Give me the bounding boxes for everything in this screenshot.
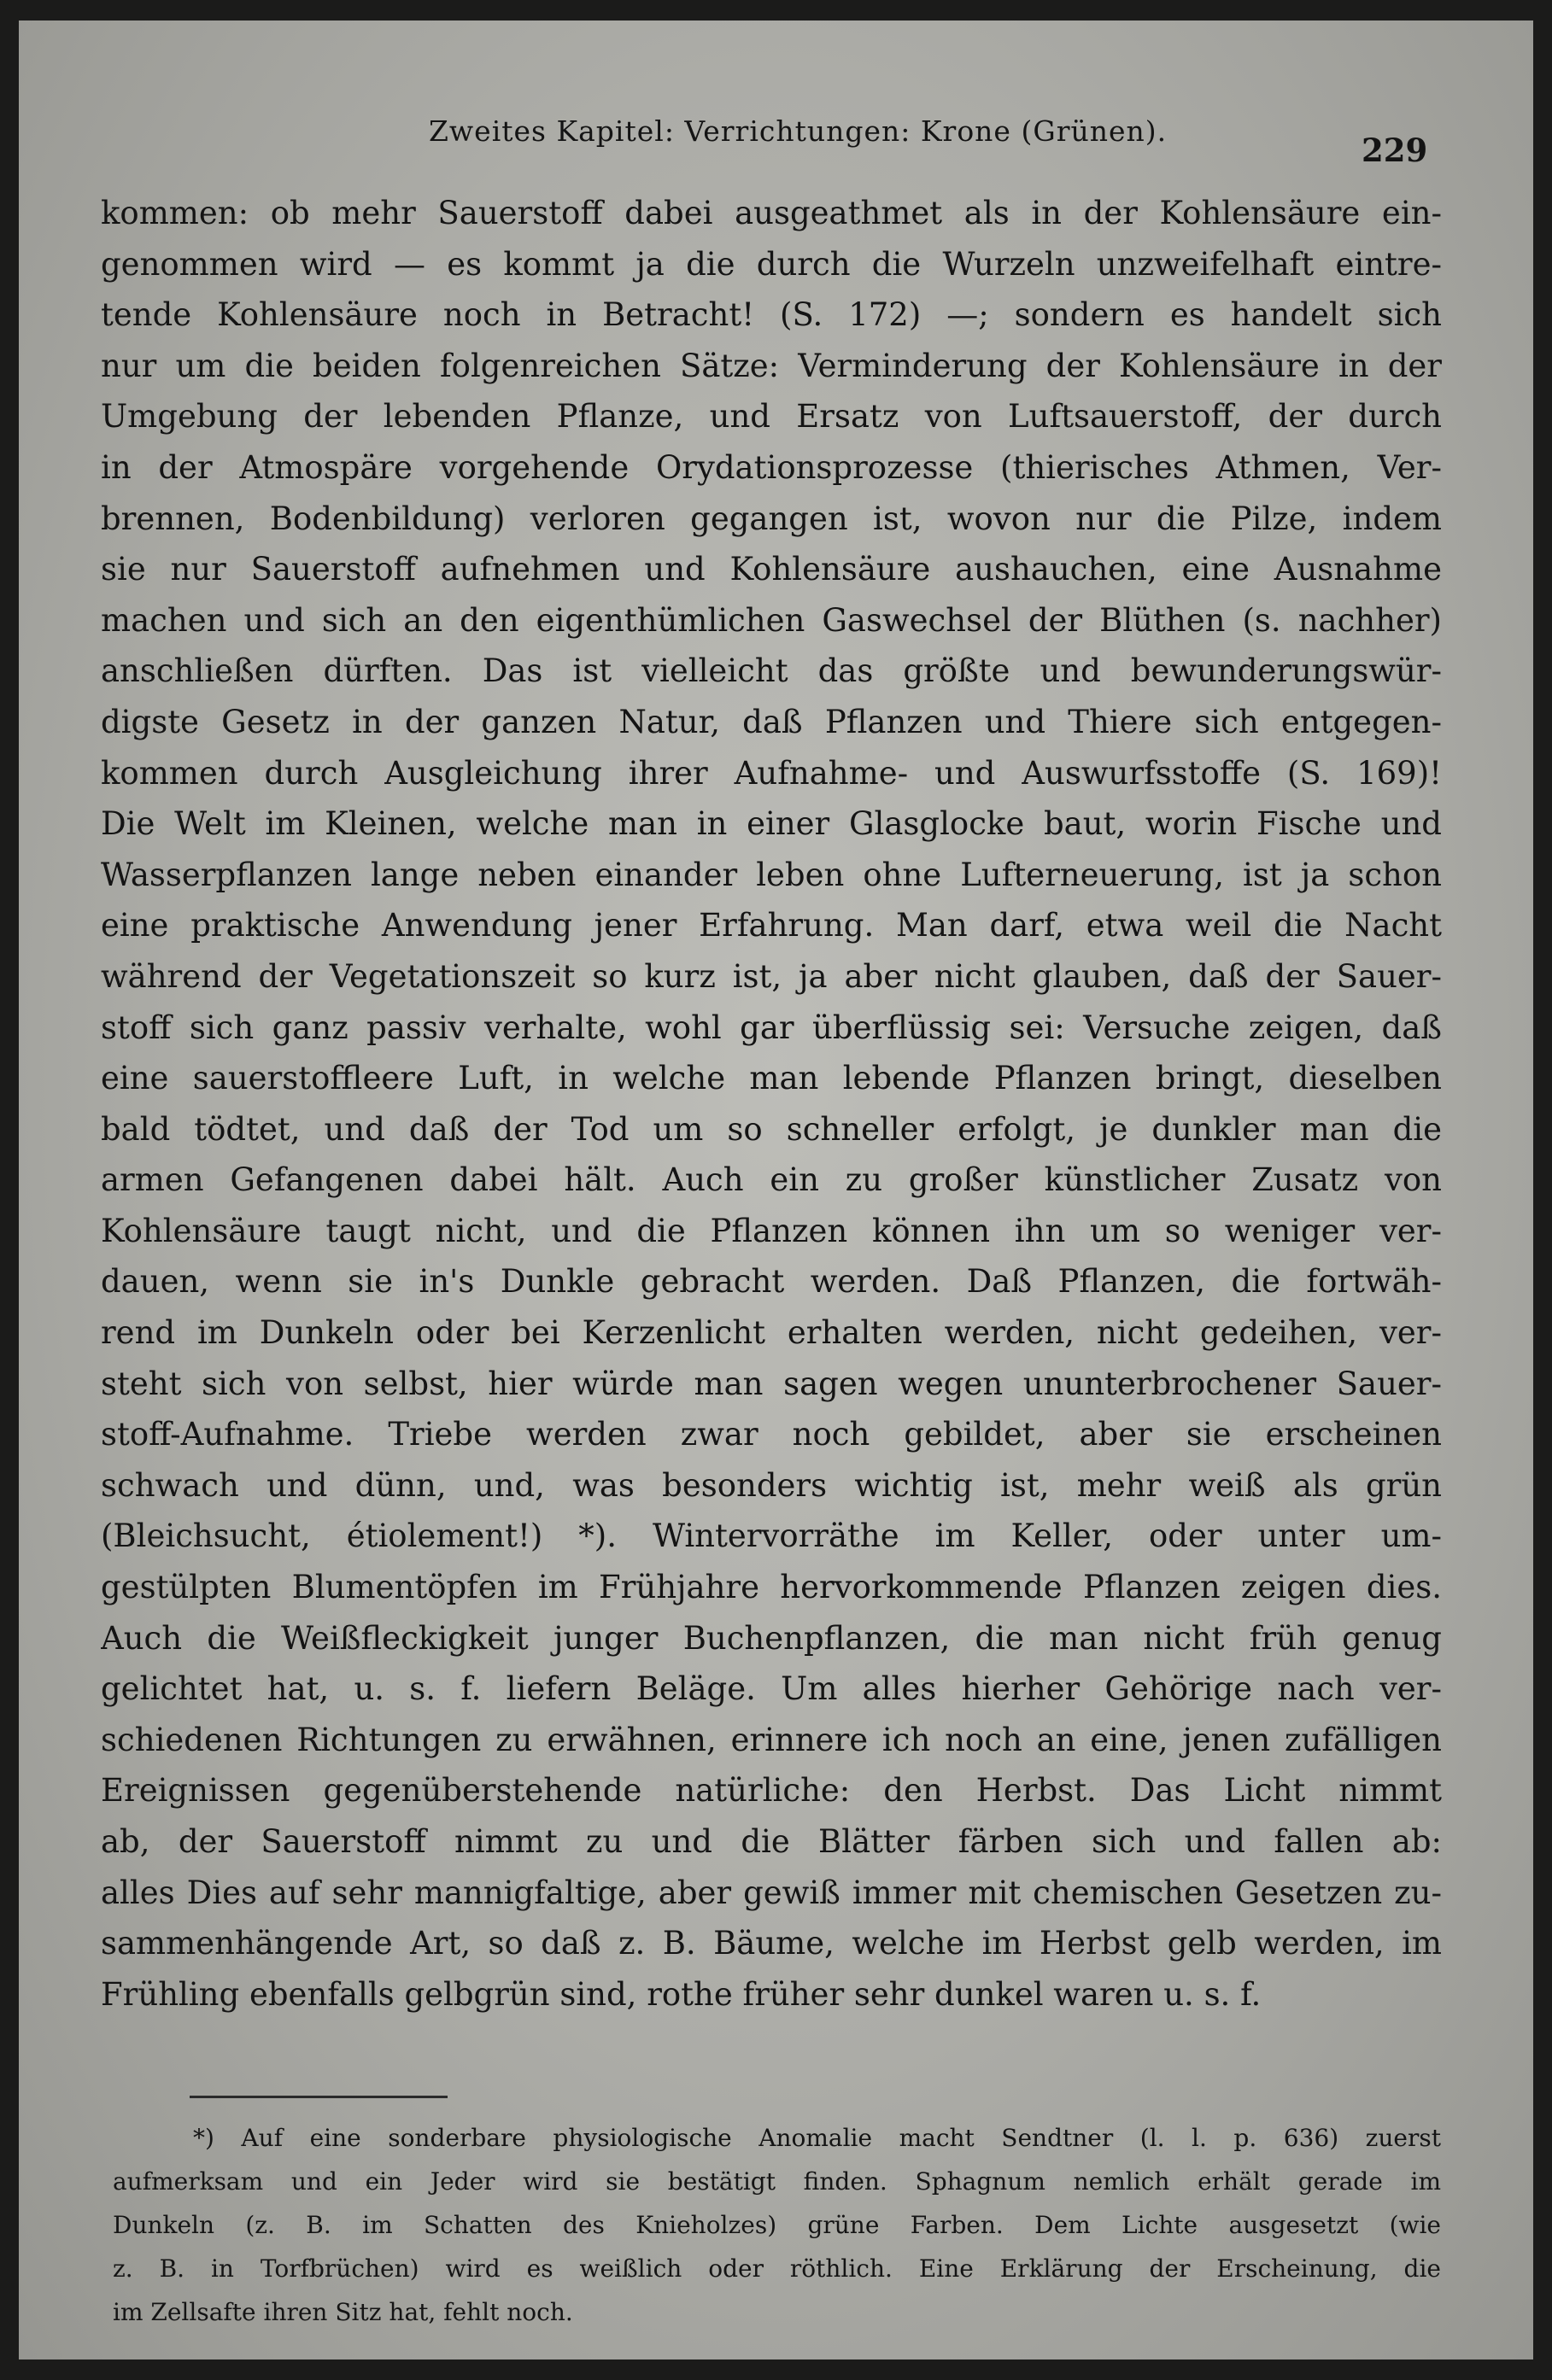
text-line: (Bleichsucht, étiolement!) *). Wintervorräthe im Keller, oder unter um- (101, 1517, 1442, 1555)
text-line: Wasserpflanzen lange neben einander leben ohne Lufterneuerung, ist ja schon (101, 856, 1442, 893)
text-line: eine praktische Anwendung jener Erfahrung. Man darf, etwa weil die Nacht (101, 907, 1442, 944)
text-line: bald tödtet, und daß der Tod um so schneller erfolgt, je dunkler man die (101, 1110, 1442, 1148)
text-line: armen Gefangenen dabei hält. Auch ein zu großer künstlicher Zusatz von (101, 1161, 1442, 1199)
text-line: brennen, Bodenbildung) verloren gegangen ist, wovon nur die Pilze, indem (101, 500, 1442, 537)
text-line: kommen durch Ausgleichung ihrer Aufnahme- und Auswurfsstoffe (S. 169)! (101, 754, 1442, 792)
text-line: kommen: ob mehr Sauerstoff dabei ausgeathmet als in der Kohlensäure ein- (101, 195, 1442, 231)
footnotes (113, 2116, 1441, 2334)
text-line: Kohlensäure taugt nicht, und die Pflanzen können ihn um so weniger ver- (101, 1212, 1442, 1249)
text-line: genommen wird — es kommt ja die durch die Wurzeln unzweifelhaft eintre- (101, 245, 1442, 283)
text-line: steht sich von selbst, hier würde man sagen wegen ununterbrochener Sauer- (101, 1365, 1442, 1402)
book-page (19, 20, 1533, 2360)
footnote-line: *) Auf eine sonderbare physiologische Anomalie macht Sendtner (l. l. p. 636) zuerst (193, 2124, 1441, 2152)
text-line: während der Vegetationszeit so kurz ist, ja aber nicht glauben, daß der Sauer- (101, 957, 1442, 995)
text-line: nur um die beiden folgenreichen Sätze: Verminderung der Kohlensäure in der (101, 347, 1442, 384)
text-line: stoff sich ganz passiv verhalte, wohl gar überflüssig sei: Versuche zeigen, daß (101, 1009, 1442, 1046)
text-line: schwach und dünn, und, was besonders wichtig ist, mehr weiß als grün (101, 1466, 1442, 1504)
body-text (101, 188, 1442, 2020)
text-line: Umgebung der lebenden Pflanze, und Ersatz von Luftsauerstoff, der durch (101, 398, 1442, 436)
running-head: Zweites Kapitel: Verrichtungen: Krone (Grünen). (429, 114, 1168, 148)
text-line: Auch die Weißfleckigkeit junger Buchenpflanzen, die man nicht früh genug (101, 1619, 1442, 1657)
text-line: tende Kohlensäure noch in Betracht! (S. 172) —; sondern es handelt sich (101, 296, 1442, 334)
footnote-rule (190, 2096, 448, 2098)
text-line: gestülpten Blumentöpfen im Frühjahre hervorkommende Pflanzen zeigen dies. (101, 1569, 1442, 1606)
text-line: schiedenen Richtungen zu erwähnen, erinnere ich noch an eine, jenen zufälligen (101, 1721, 1442, 1758)
text-line: digste Gesetz in der ganzen Natur, daß Pflanzen und Thiere sich entgegen- (101, 703, 1442, 740)
text-line: ab, der Sauerstoff nimmt zu und die Blätter färben sich und fallen ab: (101, 1823, 1442, 1860)
text-line: gelichtet hat, u. s. f. liefern Beläge. Um alles hierher Gehörige nach ver- (101, 1670, 1442, 1708)
text-line: Frühling ebenfalls gelbgrün sind, rothe früher sehr dunkel waren u. s. f. (101, 1975, 1262, 2013)
text-line: eine sauerstoffleere Luft, in welche man lebende Pflanzen bringt, dieselben (101, 1060, 1442, 1097)
footnote-line: aufmerksam und ein Jeder wird sie bestätigt finden. Sphagnum nemlich erhält gerade im (113, 2167, 1441, 2196)
text-line: machen und sich an den eigenthümlichen Gaswechsel der Blüthen (s. nachher) (101, 601, 1442, 639)
footnote-line: im Zellsafte ihren Sitz hat, fehlt noch. (113, 2298, 573, 2326)
text-line: Die Welt im Kleinen, welche man in einer Glasglocke baut, worin Fische und (101, 805, 1442, 843)
text-line: sie nur Sauerstoff aufnehmen und Kohlensäure aushauchen, eine Ausnahme (101, 551, 1442, 588)
footnote-line: z. B. in Torfbrüchen) wird es weißlich oder röthlich. Eine Erklärung der Erscheinung, die (113, 2254, 1441, 2283)
page-number: 229 (1362, 132, 1428, 169)
text-line: stoff-Aufnahme. Triebe werden zwar noch gebildet, aber sie erscheinen (101, 1416, 1442, 1453)
text-line: in der Atmospäre vorgehende Orydationsprozesse (thierisches Athmen, Ver- (101, 448, 1442, 486)
text-line: sammenhängende Art, so daß z. B. Bäume, welche im Herbst gelb werden, im (101, 1925, 1442, 1962)
text-line: dauen, wenn sie in's Dunkle gebracht werden. Daß Pflanzen, die fortwäh- (101, 1263, 1442, 1301)
text-line: alles Dies auf sehr mannigfaltige, aber gewiß immer mit chemischen Gesetzen zu- (101, 1874, 1442, 1911)
page-header (19, 99, 1533, 169)
text-line: anschließen dürften. Das ist vielleicht das größte und bewunderungswür- (101, 652, 1442, 690)
text-line: rend im Dunkeln oder bei Kerzenlicht erhalten werden, nicht gedeihen, ver- (101, 1314, 1442, 1352)
text-line: Ereignissen gegenüberstehende natürliche: den Herbst. Das Licht nimmt (101, 1772, 1442, 1810)
footnote-line: Dunkeln (z. B. im Schatten des Knieholzes) grüne Farben. Dem Lichte ausgesetzt (wie (113, 2211, 1441, 2239)
